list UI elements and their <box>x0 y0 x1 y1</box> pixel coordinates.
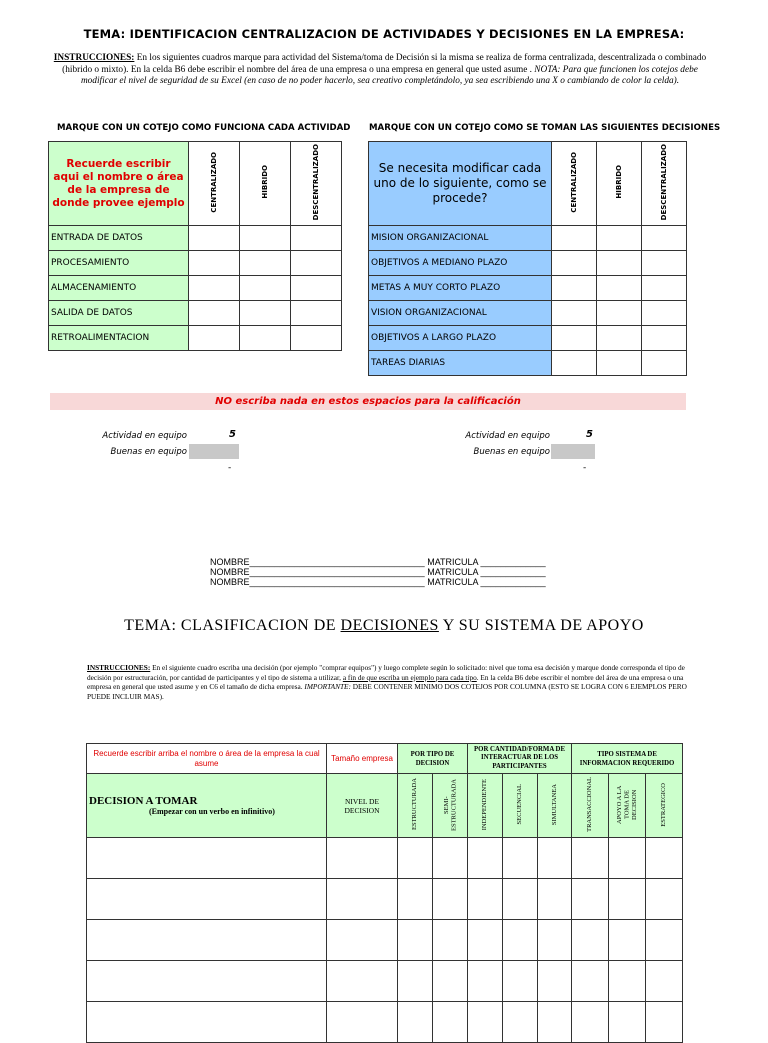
checkbox-cell[interactable] <box>503 920 538 961</box>
decision-row-label: MISION ORGANIZACIONAL <box>369 226 552 251</box>
checkbox-cell[interactable] <box>240 226 291 251</box>
checkbox-cell[interactable] <box>468 838 503 879</box>
right-buenas-box <box>551 444 595 459</box>
col-header-descentralizado: DESCENTRALIZADO <box>642 142 687 226</box>
checkbox-cell[interactable] <box>291 326 342 351</box>
checkbox-cell[interactable] <box>291 251 342 276</box>
decision-row-label: TAREAS DIARIAS <box>369 351 552 376</box>
col-header-hibrido: HIBRIDO <box>240 142 291 226</box>
checkbox-cell[interactable] <box>240 326 291 351</box>
checkbox-cell[interactable] <box>538 879 572 920</box>
checkbox-cell[interactable] <box>642 351 687 376</box>
checkbox-cell[interactable] <box>609 1002 646 1043</box>
decision-header: DECISION A TOMAR (Empezar con un verbo en infinitivo) <box>87 774 327 838</box>
activity-row-label: ALMACENAMIENTO <box>49 276 189 301</box>
col-semi-estructurada: SEMI- ESTRUCTURADA <box>433 774 468 838</box>
checkbox-cell[interactable] <box>503 1002 538 1043</box>
checkbox-cell[interactable] <box>538 1002 572 1043</box>
checkbox-cell[interactable] <box>609 920 646 961</box>
checkbox-cell[interactable] <box>609 961 646 1002</box>
checkbox-cell[interactable] <box>552 351 597 376</box>
decision-row-label: OBJETIVOS A LARGO PLAZO <box>369 326 552 351</box>
checkbox-cell[interactable] <box>597 301 642 326</box>
checkbox-cell[interactable] <box>189 326 240 351</box>
section2-title: TEMA: CLASIFICACION DE DECISIONES Y SU SISTEMA DE APOYO <box>124 617 644 634</box>
left-dash: - <box>228 463 232 473</box>
left-activity-value: 5 <box>229 429 236 440</box>
checkbox-cell[interactable] <box>433 920 468 961</box>
decision-cell[interactable] <box>87 920 327 961</box>
checkbox-cell[interactable] <box>642 326 687 351</box>
checkbox-cell[interactable] <box>597 251 642 276</box>
checkbox-cell[interactable] <box>572 961 609 1002</box>
table-row <box>87 838 683 879</box>
checkbox-cell[interactable] <box>468 879 503 920</box>
checkbox-cell[interactable] <box>646 1002 683 1043</box>
right-dash: - <box>583 463 587 473</box>
col-header-descentralizado: DESCENTRALIZADO <box>291 142 342 226</box>
checkbox-cell[interactable] <box>189 276 240 301</box>
checkbox-cell[interactable] <box>572 1002 609 1043</box>
level-cell[interactable] <box>327 838 398 879</box>
checkbox-cell[interactable] <box>642 301 687 326</box>
group-tipo-decision: POR TIPO DE DECISION <box>398 744 468 774</box>
table-row <box>87 879 683 920</box>
checkbox-cell[interactable] <box>609 838 646 879</box>
level-cell[interactable] <box>327 961 398 1002</box>
checkbox-cell[interactable] <box>291 226 342 251</box>
right-activity-value: 5 <box>586 429 593 440</box>
checkbox-cell[interactable] <box>398 1002 433 1043</box>
checkbox-cell[interactable] <box>572 920 609 961</box>
table-row <box>87 920 683 961</box>
left-activity-label: Actividad en equipo <box>102 431 187 441</box>
decision-cell[interactable] <box>87 961 327 1002</box>
right-activity-label: Actividad en equipo <box>465 431 550 441</box>
checkbox-cell[interactable] <box>468 920 503 961</box>
checkbox-cell[interactable] <box>552 326 597 351</box>
checkbox-cell[interactable] <box>552 226 597 251</box>
checkbox-cell[interactable] <box>597 226 642 251</box>
checkbox-cell[interactable] <box>538 920 572 961</box>
checkbox-cell[interactable] <box>503 879 538 920</box>
col-independiente: INDEPENDIENTE <box>468 774 503 838</box>
decision-prompt: Se necesita modificar cada uno de lo siguiente, como se procede? <box>369 142 552 226</box>
checkbox-cell[interactable] <box>552 276 597 301</box>
col-header-hibrido: HIBRIDO <box>597 142 642 226</box>
col-estrategico: ESTRATEGICO <box>646 774 683 838</box>
level-cell[interactable] <box>327 879 398 920</box>
level-cell[interactable] <box>327 1002 398 1043</box>
checkbox-cell[interactable] <box>398 879 433 920</box>
checkbox-cell[interactable] <box>398 961 433 1002</box>
table-row <box>87 961 683 1002</box>
col-apoyo-decision: APOYO A LA TOMA DE DECISION <box>609 774 646 838</box>
decision-cell[interactable] <box>87 1002 327 1043</box>
checkbox-cell[interactable] <box>597 351 642 376</box>
decision-cell[interactable] <box>87 879 327 920</box>
checkbox-cell[interactable] <box>503 961 538 1002</box>
checkbox-cell[interactable] <box>552 301 597 326</box>
checkbox-cell[interactable] <box>572 838 609 879</box>
activity-row-label: ENTRADA DE DATOS <box>49 226 189 251</box>
col-simultanea: SIMULTANEA <box>538 774 572 838</box>
checkbox-cell[interactable] <box>646 961 683 1002</box>
right-buenas-label: Buenas en equipo <box>473 447 550 457</box>
activity-row-label: RETROALIMENTACION <box>49 326 189 351</box>
checkbox-cell[interactable] <box>398 920 433 961</box>
section2-instructions: INSTRUCCIONES: En el siguiente cuadro escriba una decisión (por ejemplo "comprar equipos") y luego complete según lo solicitado: nivel que toma esa decisión y marque donde corresponda el tipo de decisión por estructuración, por cantidad de participantes y el tipo de sistema a utilizar, a fin de que escriba un ejemplo para cada tipo. En la celda B6 debe escribir el nombre del área de una empresa o una empresa en general que usted asume y en C6 el tamaño de dicha empresa. IMPORTANTE: DEBE CONTENER MINIMO DOS COTEJOS POR COLUMNA (ESTO SE LOGRA CON 6 EJEMPLOS PERO PUEDE INCLUIR MAS). <box>87 663 687 701</box>
level-cell[interactable] <box>327 920 398 961</box>
checkbox-cell[interactable] <box>468 1002 503 1043</box>
decision-row-label: OBJETIVOS A MEDIANO PLAZO <box>369 251 552 276</box>
checkbox-cell[interactable] <box>642 226 687 251</box>
checkbox-cell[interactable] <box>291 276 342 301</box>
nota-text: Para que funcionen los cotejos debe modificar el nivel de seguridad de su Excel (en caso de no poder hacerlo, sea creativo completándolo, ya sea escribiendo una X o cambiando de color la celda). <box>80 64 698 86</box>
section1-instructions <box>50 53 710 88</box>
left-buenas-label: Buenas en equipo <box>110 447 187 457</box>
company-size-label[interactable]: Tamaño empresa <box>327 744 398 774</box>
name-line-1[interactable]: NOMBRE___________________________________ MATRICULA _____________ <box>210 557 546 567</box>
col-transaccional: TRANSACCIONAL <box>572 774 609 838</box>
checkbox-cell[interactable] <box>597 326 642 351</box>
checkbox-cell[interactable] <box>642 276 687 301</box>
nivel-decision-header: NIVEL DE DECISION <box>327 774 398 838</box>
instructions-label: INSTRUCCIONES: <box>53 53 135 63</box>
checkbox-cell[interactable] <box>240 251 291 276</box>
table-row <box>87 1002 683 1043</box>
decision-cell[interactable] <box>87 838 327 879</box>
name-line-2[interactable]: NOMBRE___________________________________ MATRICULA _____________ <box>210 567 546 577</box>
checkbox-cell[interactable] <box>538 961 572 1002</box>
checkbox-cell[interactable] <box>240 301 291 326</box>
col-header-centralizado: CENTRALIZADO <box>189 142 240 226</box>
checkbox-cell[interactable] <box>646 920 683 961</box>
group-sistema: TIPO SISTEMA DE INFORMACION REQUERIDO <box>572 744 683 774</box>
decisions-table <box>368 141 687 376</box>
checkbox-cell[interactable] <box>609 879 646 920</box>
area-name-prompt[interactable]: Recuerde escribir aqui el nombre o área de la empresa de donde provee ejemplo <box>49 142 189 226</box>
checkbox-cell[interactable] <box>646 838 683 879</box>
nota-label: NOTA: <box>531 64 561 75</box>
right-table-header: MARQUE CON UN COTEJO COMO SE TOMAN LAS SIGUIENTES DECISIONES <box>369 123 721 133</box>
instructions-text: En los siguientes cuadros marque para actividad del Sistema/toma de Decisión si la misma se realiza de forma centralizada, descentralizada o combinado (hibrido o mixto). En la celda B6 debe escribir el nombre del área de una empresa o una empresa en general que usted asume . <box>62 53 707 75</box>
checkbox-cell[interactable] <box>433 879 468 920</box>
checkbox-cell[interactable] <box>189 226 240 251</box>
checkbox-cell[interactable] <box>572 879 609 920</box>
activities-table <box>48 141 342 351</box>
company-prompt[interactable]: Recuerde escribir arriba el nombre o área de la empresa la cual asume <box>87 744 327 774</box>
section1-title: TEMA: IDENTIFICACION CENTRALIZACION DE ACTIVIDADES Y DECISIONES EN LA EMPRESA: <box>83 27 685 41</box>
checkbox-cell[interactable] <box>538 838 572 879</box>
checkbox-cell[interactable] <box>240 276 291 301</box>
col-secuencial: SECUENCIAL <box>503 774 538 838</box>
checkbox-cell[interactable] <box>433 838 468 879</box>
left-table-header: MARQUE CON UN COTEJO COMO FUNCIONA CADA ACTIVIDAD <box>57 123 351 133</box>
name-line-3[interactable]: NOMBRE___________________________________ MATRICULA _____________ <box>210 577 546 587</box>
col-estructurada: ESTRUCTURADA <box>398 774 433 838</box>
grading-note: NO escriba nada en estos espacios para la calificación <box>50 393 686 410</box>
checkbox-cell[interactable] <box>503 838 538 879</box>
checkbox-cell[interactable] <box>433 961 468 1002</box>
checkbox-cell[interactable] <box>189 301 240 326</box>
checkbox-cell[interactable] <box>398 838 433 879</box>
checkbox-cell[interactable] <box>468 961 503 1002</box>
checkbox-cell[interactable] <box>646 879 683 920</box>
checkbox-cell[interactable] <box>189 251 240 276</box>
checkbox-cell[interactable] <box>433 1002 468 1043</box>
checkbox-cell[interactable] <box>597 276 642 301</box>
col-header-centralizado: CENTRALIZADO <box>552 142 597 226</box>
checkbox-cell[interactable] <box>642 251 687 276</box>
checkbox-cell[interactable] <box>291 301 342 326</box>
group-participantes: POR CANTIDAD/FORMA DE INTERACTUAR DE LOS PARTICIPANTES <box>468 744 572 774</box>
left-buenas-box <box>189 444 239 459</box>
activity-row-label: SALIDA DE DATOS <box>49 301 189 326</box>
decision-row-label: METAS A MUY CORTO PLAZO <box>369 276 552 301</box>
classification-table <box>86 743 683 1043</box>
activity-row-label: PROCESAMIENTO <box>49 251 189 276</box>
checkbox-cell[interactable] <box>552 251 597 276</box>
decision-row-label: VISION ORGANIZACIONAL <box>369 301 552 326</box>
